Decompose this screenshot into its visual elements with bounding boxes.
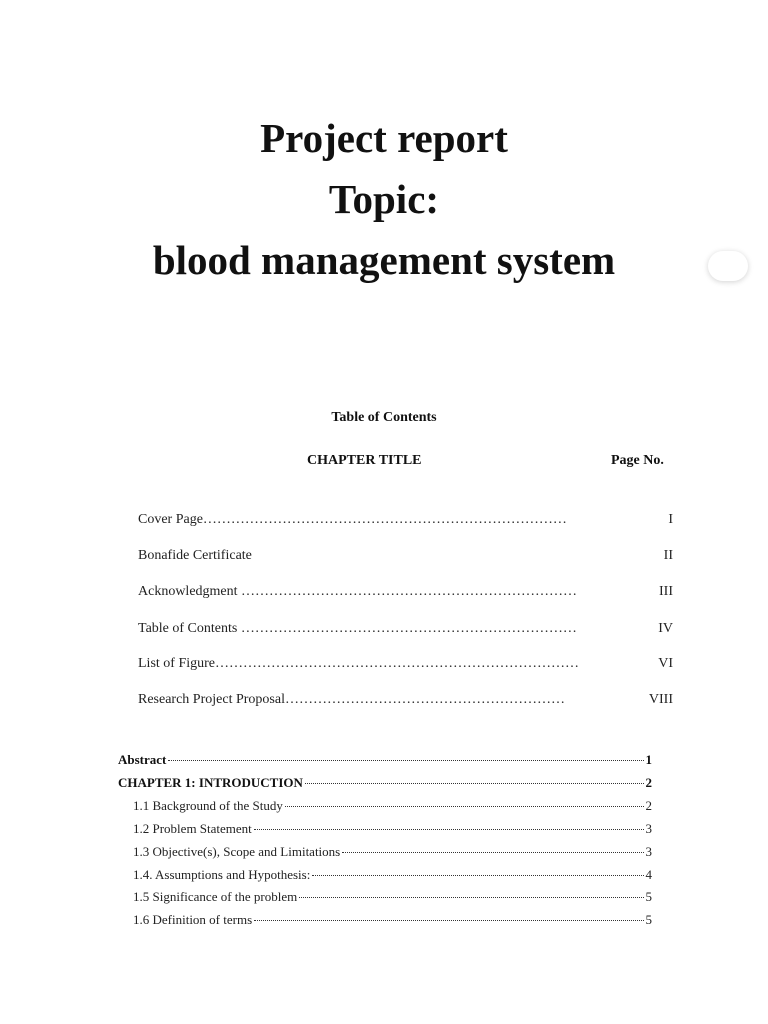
dot-leader [168, 760, 643, 761]
front-matter-label: Table of Contents ……………………………………………………………… [138, 621, 577, 636]
toc-entry-label: 1.4. Assumptions and Hypothesis: [133, 867, 311, 882]
front-matter-label: List of Figure…………………………………………………………………… [138, 656, 579, 671]
toc-entry-page: 1 [645, 752, 652, 767]
toc-entry[interactable] [133, 821, 652, 839]
toc-entry-page: 5 [645, 912, 652, 927]
toc-entry-page: 4 [645, 867, 652, 882]
title-line-2: Topic: [328, 176, 440, 222]
front-matter-row [138, 692, 673, 712]
toc-entry-label: Abstract [118, 752, 167, 767]
title-line-1: Project report [260, 115, 508, 161]
dot-leader [305, 783, 644, 784]
toc-entry-label: CHAPTER 1: INTRODUCTION [118, 775, 303, 790]
toc-entry[interactable] [133, 798, 652, 816]
front-matter-label: Research Project Proposal…………………………………………………… [138, 692, 565, 707]
front-matter-row [138, 584, 673, 604]
dot-leader [312, 875, 643, 876]
front-matter-label: Acknowledgment ……………………………………………………………… [138, 584, 578, 599]
front-matter-row [138, 548, 673, 568]
toc-entry-page: 2 [645, 798, 652, 813]
front-matter-row [138, 656, 673, 676]
toc-entry[interactable] [133, 844, 652, 862]
front-matter-page: VI [658, 656, 673, 671]
toc-entry[interactable] [133, 912, 652, 930]
front-matter-row [138, 512, 673, 532]
dot-leader [299, 897, 643, 898]
dot-leader [254, 920, 643, 921]
toc-entry-page: 3 [645, 821, 652, 836]
chapter-title-header: CHAPTER TITLE [307, 453, 422, 468]
toc-entry[interactable] [133, 867, 652, 885]
toc-entry-label: 1.5 Significance of the problem [133, 889, 298, 904]
front-matter-page: III [659, 584, 673, 599]
scroll-handle[interactable] [708, 251, 748, 281]
front-matter-page: II [663, 548, 673, 563]
toc-entry[interactable] [133, 889, 652, 907]
front-matter-page: IV [658, 621, 673, 636]
toc-entry-label: 1.3 Objective(s), Scope and Limitations [133, 844, 341, 859]
toc-entry-page: 2 [645, 775, 652, 790]
front-matter-label: Bonafide Certificate [138, 548, 252, 563]
front-matter-page: I [668, 512, 673, 527]
dot-leader [254, 829, 644, 830]
front-matter-page: VIII [648, 692, 673, 707]
dot-leader [285, 806, 644, 807]
front-matter-label: Cover Page…………………………………………………………………… [138, 512, 567, 527]
toc-entry-chapter-1[interactable] [118, 775, 652, 793]
title-line-3: blood management system [152, 237, 616, 283]
toc-entry-label: 1.6 Definition of terms [133, 912, 253, 927]
toc-entry-label: 1.2 Problem Statement [133, 821, 252, 836]
dot-leader [342, 852, 643, 853]
page-no-header: Page No. [611, 453, 664, 468]
toc-heading: Table of Contents [331, 410, 437, 425]
toc-entry-abstract[interactable] [118, 752, 652, 770]
document-title [0, 108, 768, 291]
toc-entry-page: 3 [645, 844, 652, 859]
toc-entry-page: 5 [645, 889, 652, 904]
front-matter-row [138, 621, 673, 641]
toc-entry-label: 1.1 Background of the Study [133, 798, 283, 813]
